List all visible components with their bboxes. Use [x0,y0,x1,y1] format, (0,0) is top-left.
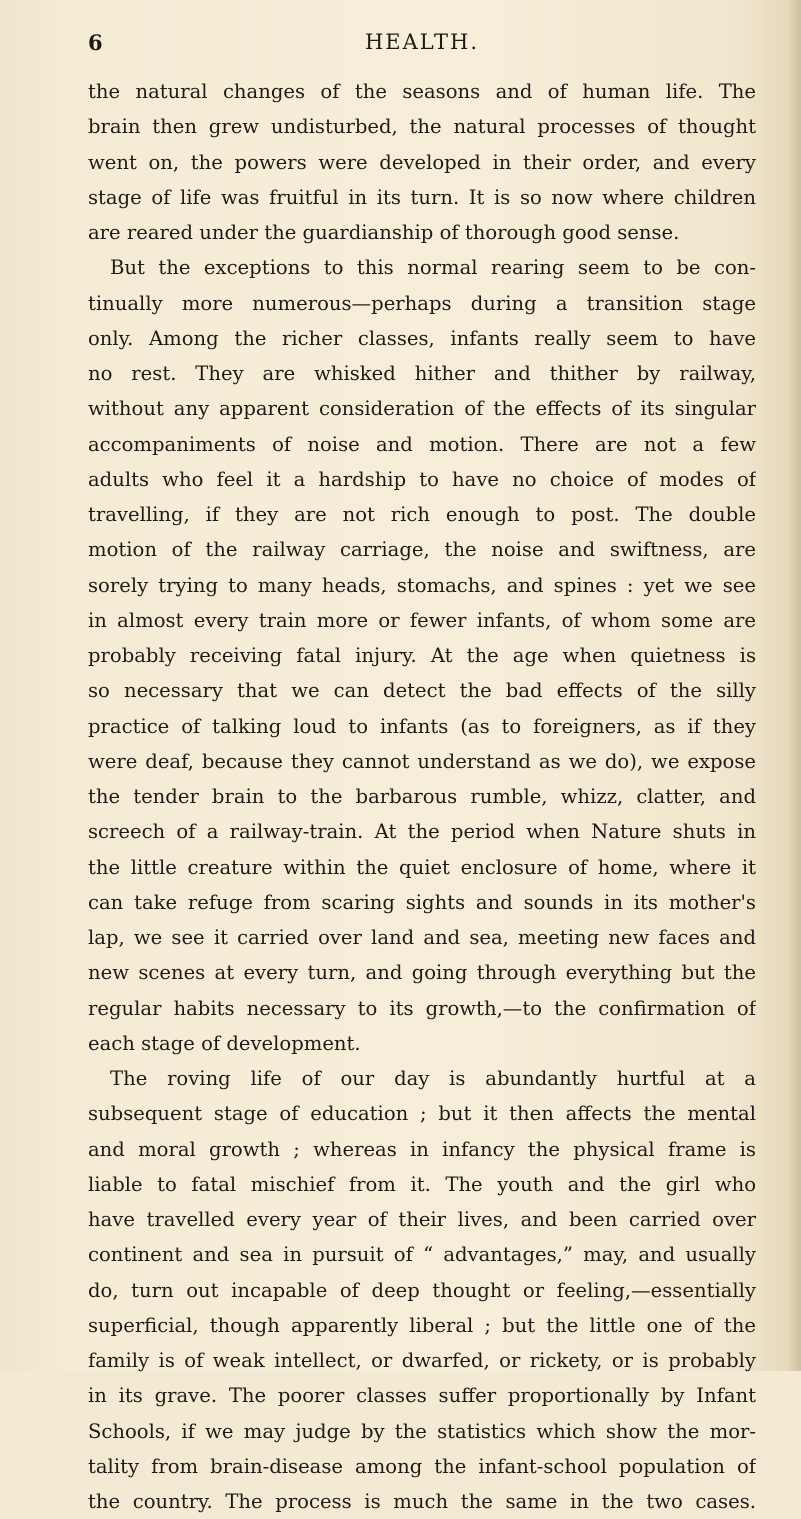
text-line: lap, we see it carried over land and sea, meeting new faces and [88,926,756,949]
text-line: only. Among the richer classes, infants really seem to have [88,326,756,350]
text-line: liable to fatal mischief from it. The youth and the girl who [88,1172,756,1196]
text-line: brain then grew undisturbed, the natural processes of thought [88,115,756,139]
text-line: The roving life of our day is abundantly hurtful at a [110,1067,756,1090]
text-line: But the exceptions to this normal rearing seem to be con- [110,256,756,280]
text-line: superficial, though apparently liberal ; but the little one of the [88,1313,756,1337]
text-line: new scenes at every turn, and going through everything but the [88,961,756,985]
text-line: so necessary that we can detect the bad effects of the silly [88,679,756,703]
text-line: tality from brain-disease among the infant-school population of [88,1454,756,1478]
text-line: the tender brain to the barbarous rumble, whizz, clatter, and [88,785,756,808]
text-line: accompaniments of noise and motion. There are not a few [88,432,756,456]
text-line: travelling, if they are not rich enough to post. The double [88,503,756,526]
text-line: regular habits necessary to its growth,—to the confirmation of [88,996,756,1020]
text-line: and moral growth ; whereas in infancy the physical frame is [88,1137,756,1161]
text-line: the country. The process is much the same in the two cases. [88,1490,756,1513]
text-line: motion of the railway carriage, the noise and swiftness, are [88,538,756,562]
text-line: tinually more numerous—perhaps during a transition stage [88,291,756,315]
text-line: probably receiving fatal injury. At the age when quietness is [88,644,756,667]
page-header [88,30,756,58]
text-line: each stage of development. [88,1031,361,1055]
text-line: have travelled every year of their lives, and been carried over [88,1208,756,1231]
text-line: the natural changes of the seasons and of human life. The [88,80,756,103]
text-line: screech of a railway-train. At the period when Nature shuts in [88,820,756,844]
text-line: in its grave. The poorer classes suffer proportionally by Infant [88,1384,756,1408]
text-line: adults who feel it a hardship to have no choice of modes of [88,467,756,491]
text-line: in almost every train more or fewer infants, of whom some are [88,608,756,632]
text-line: subsequent stage of education ; but it then affects the mental [88,1102,756,1126]
text-line: Schools, if we may judge by the statistics which show the mor- [88,1419,756,1443]
text-line: no rest. They are whisked hither and thither by railway, [88,362,756,385]
text-line: sorely trying to many heads, stomachs, and spines : yet we see [88,573,756,597]
text-line: stage of life was fruitful in its turn. It is so now where children [88,185,756,209]
page-edge-shadow [787,0,801,1371]
text-line: without any apparent consideration of the effects of its singular [88,397,756,421]
body-text [88,74,756,1519]
text-line: went on, the powers were developed in their order, and every [88,150,756,174]
running-head: HEALTH. [364,30,480,54]
page-number: 6 [88,30,104,55]
text-line: the little creature within the quiet enclosure of home, where it [88,855,756,879]
text-line: are reared under the guardianship of thorough good sense. [88,221,680,244]
text-line: family is of weak intellect, or dwarfed, or rickety, or is probably [88,1349,756,1372]
text-line: do, turn out incapable of deep thought or feeling,—essentially [88,1278,756,1302]
text-line: were deaf, because they cannot understand as we do), we expose [88,749,756,773]
text-line: practice of talking loud to infants (as to foreigners, as if they [88,714,756,738]
text-line: continent and sea in pursuit of “ advantages,” may, and usually [88,1243,756,1267]
text-line: can take refuge from scaring sights and sounds in its mother's [88,890,756,914]
